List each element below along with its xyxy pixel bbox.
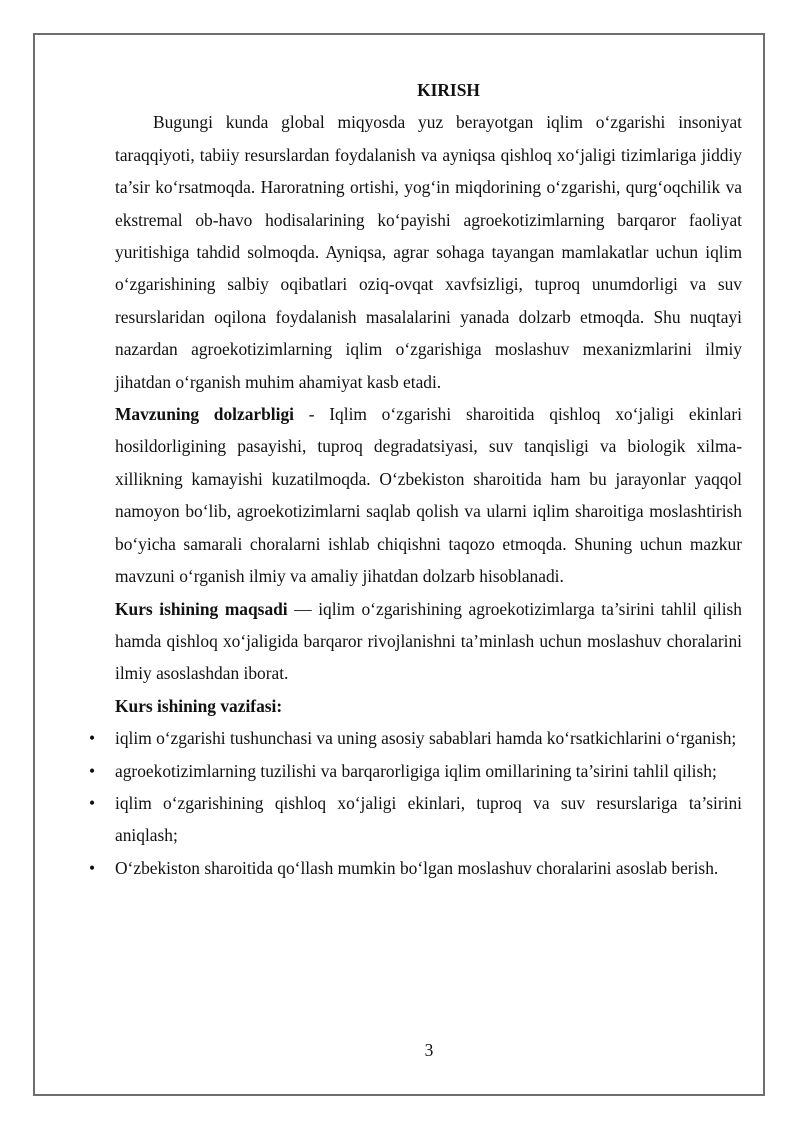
bullet-icon: • <box>89 728 96 749</box>
bullet-icon: • <box>89 857 96 878</box>
relevance-text: - Iqlim o‘zgarishi sharoitida qishloq xo‘jaligi ekinlari hosildorligining pasayishi, tuproq degradatsiyasi, suv tanqisligi va biologik xilma-xillikning kamayishi kuzatilmoqda. O‘zbekiston sharoitida ham bu jarayonlar yaqqol namoyon bo‘lib, agroekotizimlarni saqlab qolish va ularni iqlim sharoitiga moslashtirish bo‘yicha samarali choralarni ishlab chiqishni taqozo etmoqda. Shuning uchun mazkur mavzuni o‘rganish ilmiy va amaliy jihatdan dolzarb hisoblanadi. <box>115 404 742 587</box>
page-content <box>89 74 742 884</box>
list-item <box>89 852 742 884</box>
list-item-text: agroekotizimlarning tuzilishi va barqarorligiga iqlim omillarining ta’sirini tahlil qilish; <box>115 760 717 781</box>
goal-paragraph <box>115 593 742 690</box>
list-item-text: O‘zbekiston sharoitida qo‘llash mumkin bo‘lgan moslashuv choralarini asoslab berish. <box>115 857 719 878</box>
goal-label: Kurs ishining maqsadi <box>115 598 288 619</box>
relevance-label: Mavzuning dolzarbligi <box>115 404 294 425</box>
list-item-text: iqlim o‘zgarishi tushunchasi va uning asosiy sabablari hamda ko‘rsatkichlarini o‘rganish; <box>115 728 737 749</box>
intro-paragraph: Bugungi kunda global miqyosda yuz berayotgan iqlim o‘zgarishi insoniyat taraqqiyoti, tabiiy resurslardan foydalanish va ayniqsa qishloq xo‘jaligi tizimlariga jiddiy ta’sir ko‘rsatmoqda. Haroratning ortishi, yog‘in miqdorining o‘zgarishi, qurg‘oqchilik va ekstremal ob-havo hodisalarining ko‘payishi agroekotizimlarning barqaror faoliyat yuritishiga tahdid solmoqda. Ayniqsa, agrar sohaga tayangan mamlakatlar uchun iqlim o‘zgarishining salbiy oqibatlari oziq-ovqat xavfsizligi, tuproq unumdorligi va suv resurslaridan oqilona foydalanish masalalarini yanada dolzarb etmoqda. Shu nuqtayi nazardan agroekotizimlarning iqlim o‘zgarishiga moslashuv mexanizmlarini ilmiy jihatdan o‘rganish muhim ahamiyat kasb etadi. <box>115 112 742 392</box>
bullet-icon: • <box>89 792 96 813</box>
list-item <box>89 787 742 852</box>
list-item <box>89 722 742 754</box>
tasks-heading: Kurs ishining vazifasi: <box>115 695 283 716</box>
page-number: 3 <box>424 1040 434 1060</box>
goal-text: — iqlim o‘zgarishining agroekotizimlarga ta’sirini tahlil qilish hamda qishloq xo‘jaligida barqaror rivojlanishni ta’minlash uchun moslashuv choralarini ilmiy asoslashdan iborat. <box>115 598 742 684</box>
list-item-text: iqlim o‘zgarishining qishloq xo‘jaligi ekinlari, tuproq va suv resurslariga ta’sirini aniqlash; <box>115 792 742 846</box>
relevance-paragraph <box>115 398 742 592</box>
tasks-list <box>89 722 742 884</box>
bullet-icon: • <box>89 760 96 781</box>
list-item <box>89 755 742 787</box>
section-title: KIRISH <box>417 80 480 100</box>
